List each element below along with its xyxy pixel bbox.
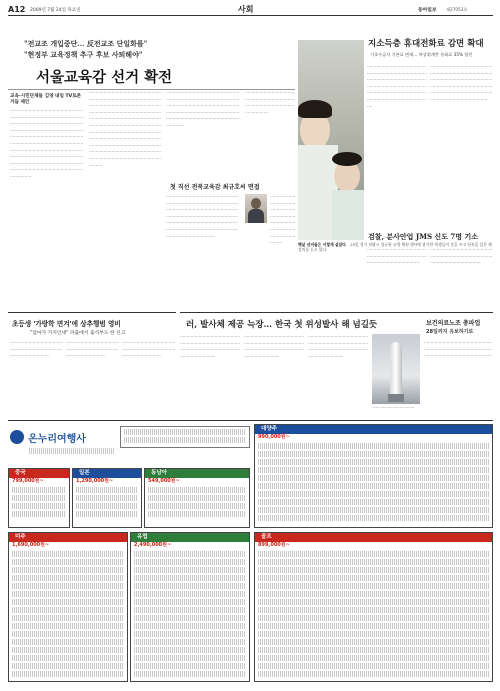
ad-box-japan bbox=[72, 468, 142, 528]
ad-box-america bbox=[8, 532, 128, 682]
travel-ad bbox=[8, 424, 493, 686]
ad-logo-mark bbox=[10, 430, 24, 444]
education-col-1: ······················································································································································································································································································································································································································································································································································································· bbox=[10, 108, 84, 179]
flu-headline: 보건의료노조 총파업 bbox=[426, 320, 481, 327]
rocket-caption: ··································· bbox=[372, 405, 415, 410]
mother-col-1: ············································································································ bbox=[10, 340, 62, 359]
education-subhead: 교육-시민단체들 김영 내일 TV토론 거듭 제안 bbox=[10, 94, 82, 105]
ad-box-china bbox=[8, 468, 70, 528]
education-col-3: ································································································································································································································································································· bbox=[166, 90, 240, 128]
ad-bar-oceania: 대양주 bbox=[255, 425, 492, 434]
students-photo-main bbox=[298, 40, 364, 240]
education-box-headline: 첫 직선 전북교육감 최규호씨 면접 bbox=[170, 184, 260, 191]
education-col-4: ································································································································· bbox=[245, 90, 295, 115]
satellite-col-2: ································································································································································· bbox=[244, 334, 304, 359]
portrait-photo bbox=[245, 194, 267, 223]
ad-top-rule bbox=[8, 420, 493, 421]
flu-subhead: 28일까지 유보하기로 bbox=[426, 329, 474, 335]
ad-box-oceania bbox=[254, 424, 493, 528]
ad-price-japan: 1,290,000원~ bbox=[76, 478, 114, 484]
ad-logo-block bbox=[8, 424, 118, 464]
ad-price-europe: 2,490,000원~ bbox=[134, 542, 172, 548]
exam-headline: 지소득층 휴대전화료 감면 확대 bbox=[368, 39, 484, 49]
satellite-col-3: ································································································································································· bbox=[308, 334, 368, 359]
mother-subhead: "엄마가 가지던대" 파출에서 출석부도 한 신고 bbox=[30, 331, 126, 336]
satellite-rule bbox=[180, 312, 493, 313]
mother-headline: 초등생 '가방학 면겨'에 상추행범 영비 bbox=[12, 320, 121, 328]
ad-bar-china: 중국 bbox=[9, 469, 69, 478]
ad-price-sea: 549,000원~ bbox=[148, 478, 180, 484]
ad-box-golf bbox=[254, 532, 493, 682]
ad-bar-europe: 유럽 bbox=[131, 533, 249, 542]
ad-price-oceania: 990,000원~ bbox=[258, 434, 290, 440]
mother-col-3: ·············································································································· bbox=[122, 340, 176, 359]
flu-col: ························································································································································· bbox=[424, 340, 492, 359]
satellite-headline: 러, 발사체 제공 늑장… 한국 첫 위성발사 해 넘길듯 bbox=[186, 320, 378, 330]
education-kicker-2: "현정부 교육정책 추구 후보 사퇴해야" bbox=[24, 50, 143, 59]
jms-col-2: ···································································································································· bbox=[430, 247, 493, 266]
education-col-2: ···························································································································································································································································································································································································································································································································································································································· bbox=[89, 90, 161, 168]
jms-col-1: ·································································································································· bbox=[367, 247, 427, 266]
exam-col-1: ·················································································································································································································································································· bbox=[367, 64, 427, 109]
mother-col-2: ············································································································ bbox=[66, 340, 118, 359]
satellite-col-1: ································································································································································· bbox=[180, 334, 240, 359]
mother-rule bbox=[8, 312, 176, 313]
education-box-col: ········································································································································································································································································································································································ bbox=[166, 194, 238, 239]
ad-price-america: 1,690,000원~ bbox=[12, 542, 50, 548]
page-date: 2009년 7월 24일 목요일 bbox=[30, 7, 81, 13]
ad-price-china: 799,000원~ bbox=[12, 478, 44, 484]
exam-col-2: ······················································································································································································································································································ bbox=[430, 64, 493, 102]
section-title: 사회 bbox=[238, 5, 254, 14]
photo-caption-head: 햇살 선비들은 이렇게 살았다 bbox=[298, 242, 346, 247]
issue-number: 제27053호 bbox=[446, 6, 468, 12]
ad-bar-america: 미주 bbox=[9, 533, 127, 542]
education-headline: 서울교육감 선거 확전 bbox=[36, 69, 173, 86]
ad-bar-sea: 동남아 bbox=[145, 469, 249, 478]
photo-caption-body: 23일 경기 의왕시 성균관 유생 체험 행사에 참가한 학생들이 갓을 쓰고 한복을 입은 채 강의를 듣고 있다. bbox=[298, 242, 492, 252]
masthead-rule bbox=[8, 15, 493, 16]
ad-box-europe bbox=[130, 532, 250, 682]
rocket-photo bbox=[372, 334, 420, 404]
education-box-col-2: ·············································································································································· bbox=[270, 194, 296, 246]
ad-price-golf: 899,000원~ bbox=[258, 542, 290, 548]
ad-brand: 온누리여행사 bbox=[28, 434, 86, 445]
ad-banner-strip bbox=[120, 426, 250, 448]
page-number: A12 bbox=[8, 5, 26, 14]
paper-name: 동아일보 bbox=[418, 8, 437, 13]
ad-bar-japan: 일본 bbox=[73, 469, 141, 478]
jms-headline: 검찰, 분사안업 JMS 신도 7명 기소 bbox=[368, 232, 478, 241]
ad-box-sea bbox=[144, 468, 250, 528]
exam-subhead: 기초수급자 기본료 면제… 차상위계층 통화료 35% 할인 bbox=[370, 52, 473, 57]
education-kicker-1: "전교조 개입중단… 反전교조 단일화를" bbox=[24, 39, 148, 48]
ad-bar-golf: 골프 bbox=[255, 533, 492, 542]
